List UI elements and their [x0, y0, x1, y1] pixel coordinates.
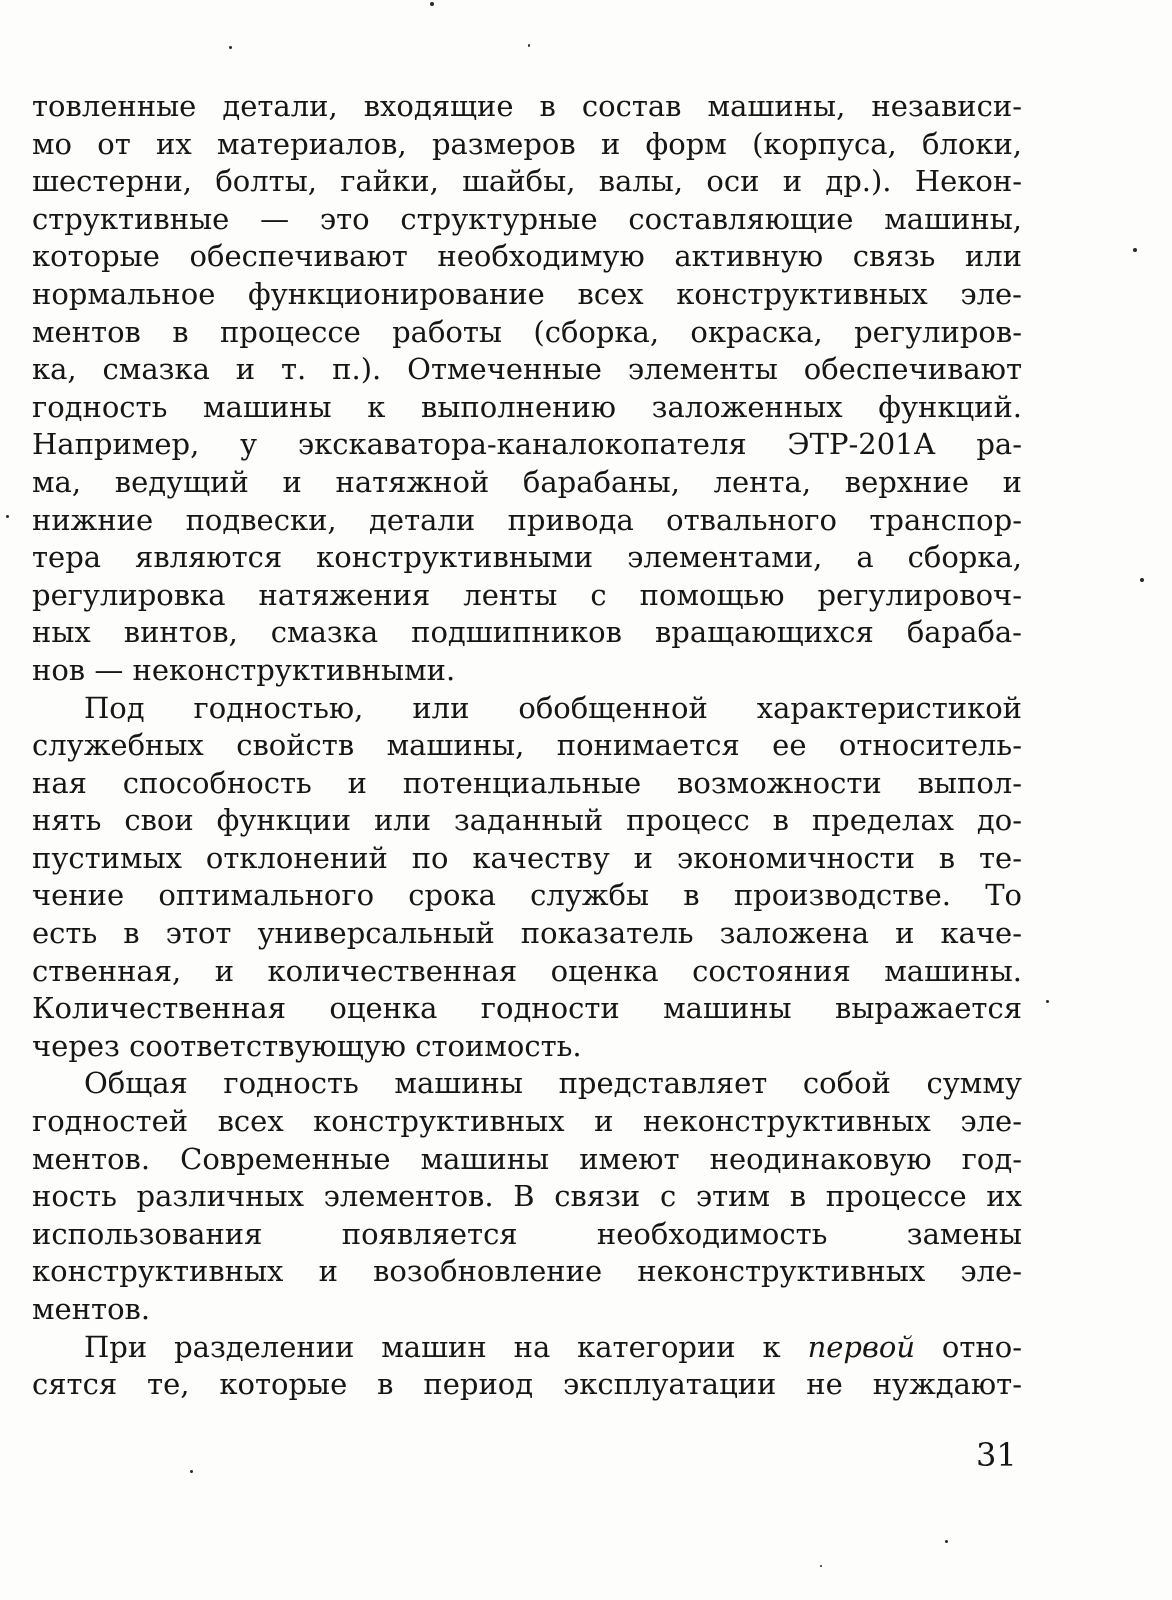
scan-speck: [820, 1565, 822, 1567]
italic-term: первой: [807, 1329, 915, 1364]
text-line: Например, у экскаватора-каналокопателя ЭТР-201А ра-: [32, 427, 1022, 462]
text-line: Общая годность машины представляет собой сумму: [84, 1066, 1022, 1101]
text-line: нижние подвески, детали привода отвального транспор-: [32, 502, 1022, 537]
text-line: сятся те, которые в период эксплуатации не нуждают-: [32, 1367, 1022, 1402]
text-line: через соответствующую стоимость.: [32, 1028, 582, 1063]
text-line: годностей всех конструктивных и неконструктивных эле-: [32, 1104, 1022, 1139]
text-line: нормальное функционирование всех конструктивных эле-: [32, 276, 1022, 311]
text-line: служебных свойств машины, понимается ее относитель-: [32, 728, 1022, 763]
text-segment: отно-: [941, 1329, 1022, 1364]
text-line: которые обеспечивают необходимую активную связь или: [32, 239, 1022, 274]
text-line: ментов. Современные машины имеют неодинаковую год-: [32, 1141, 1022, 1176]
text-line: ная способность и потенциальные возможности выпол-: [32, 765, 1022, 800]
text-line: ка, смазка и т. п.). Отмеченные элементы обеспечивают: [32, 352, 1022, 387]
page-number: 31: [976, 1436, 1017, 1474]
scan-speck: [528, 44, 530, 47]
text-line: шестерни, болты, гайки, шайбы, валы, оси и др.). Некон-: [32, 164, 1022, 199]
text-line: конструктивных и возобновление неконструктивных эле-: [32, 1254, 1022, 1289]
text-line: есть в этот универсальный показатель заложена и каче-: [32, 916, 1022, 951]
text-line: Под годностью, или обобщенной характеристикой: [84, 690, 1022, 725]
text-line: ность различных элементов. В связи с этим в процессе их: [32, 1179, 1022, 1214]
text-line: регулировка натяжения ленты с помощью регулировоч-: [32, 577, 1022, 612]
scan-speck: [945, 1540, 948, 1543]
text-line: мо от их материалов, размеров и форм (корпуса, блоки,: [32, 126, 1022, 161]
text-segment: При разделении машин на категории к: [84, 1329, 781, 1364]
text-line: ственная, и количественная оценка состояния машины.: [32, 953, 1022, 988]
text-line: нов — неконструктивными.: [32, 652, 456, 687]
text-line: ных винтов, смазка подшипников вращающихся бараба-: [32, 615, 1022, 650]
text-line: чение оптимального срока службы в производстве. То: [32, 878, 1022, 913]
scan-speck: [229, 46, 232, 49]
body-text: [32, 88, 1022, 1404]
text-line: ма, ведущий и натяжной барабаны, лента, верхние и: [32, 464, 1022, 499]
scan-speck: [1046, 1000, 1049, 1003]
text-line: ментов в процессе работы (сборка, окраска, регулиров-: [32, 314, 1022, 349]
scan-speck: [1140, 578, 1144, 582]
text-line: нять свои функции или заданный процесс в пределах до-: [32, 803, 1022, 838]
scan-speck: [430, 2, 434, 6]
text-line: [32, 1329, 1022, 1367]
text-line: использования появляется необходимость замены: [32, 1216, 1022, 1251]
text-line: тера являются конструктивными элементами, а сборка,: [32, 540, 1022, 575]
text-line: товленные детали, входящие в состав машины, независи-: [32, 89, 1022, 123]
scan-speck: [6, 515, 9, 518]
text-line: структивные — это структурные составляющие машины,: [32, 201, 1022, 236]
scan-speck: [1133, 248, 1137, 252]
text-line: пустимых отклонений по качеству и экономичности в те-: [32, 840, 1022, 875]
text-line: ментов.: [32, 1292, 151, 1326]
text-line: годность машины к выполнению заложенных функций.: [32, 389, 1022, 424]
scan-speck: [190, 1470, 193, 1473]
text-line: Количественная оценка годности машины выражается: [32, 991, 1022, 1026]
